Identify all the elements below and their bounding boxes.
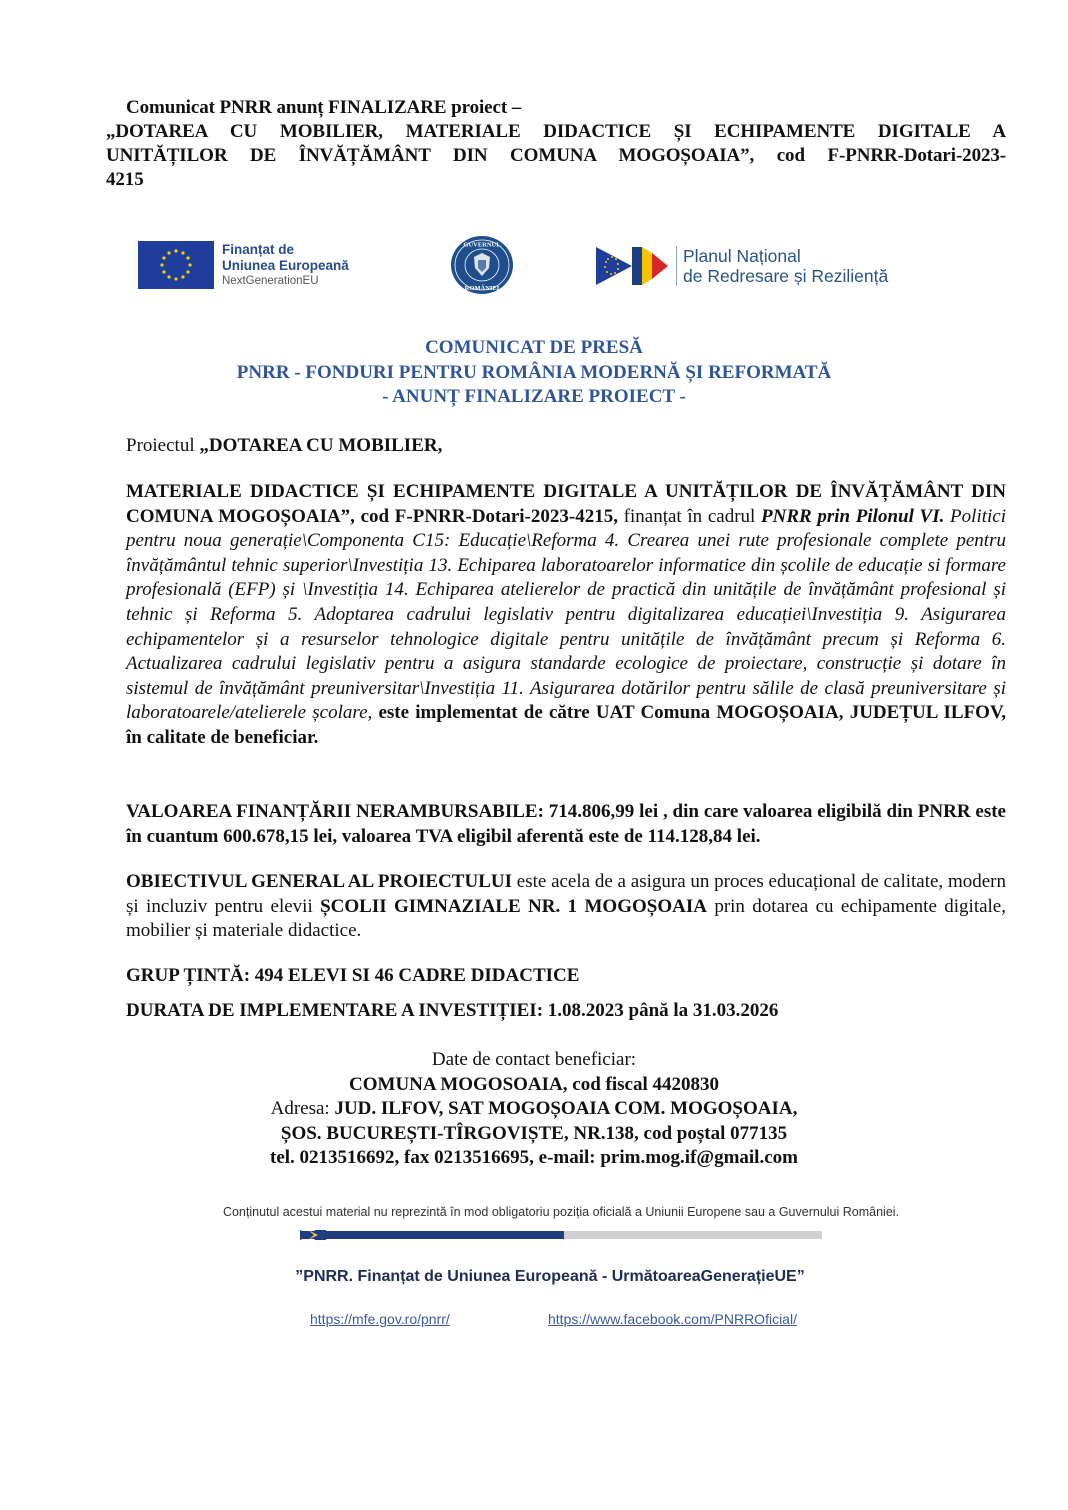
press-release-header [0, 336, 1068, 410]
title-line-2: „DOTAREA CU MOBILIER, MATERIALE DIDACTICE ȘI ECHIPAMENTE DIGITALE A [106, 121, 1006, 142]
project-components-text: Politici pentru noua generație\Componenta C15: Educație\Reforma 4. Crearea unei rute profesionale complete pentru învățământul tehnic superior\Investiția 13. Echiparea laboratoarelor informatice din școlile de educație si formare profesională (EFP) și \Investiția 14. Echiparea atelierelor de practică din unitățile de învățământ profesional și tehnic și Reforma 5. Adoptarea cadrului legislativ pentru digitalizarea educației\Investiția 9. Asigurarea echipamentelor și a resurselor tehnologice digitale pentru unitățile de învățământ precum și Reforma 6. Actualizarea cadrului legislativ pentru a asigura standarde ecologice de proiectare, construcție și dotare în sistemul de învățământ preuniversitar\Investiția 11. Asigurarea dotărilor pentru sălile de clasă preuniversitare și laboratoarele/atelierele școlare, [126, 505, 1006, 724]
footer-progress-bar [302, 1231, 822, 1239]
general-objective [126, 870, 1006, 944]
seal-bottom-text: ROMÂNIEI [464, 285, 500, 292]
objective-text-2: prin dotarea cu echipamente digitale, mobilier și materiale didactice. [126, 895, 1006, 942]
disclaimer-text: Conținutul acestui material nu reprezintă în mod obligatoriu poziția oficială a Uniunii Europene sau a Guvernului României. [222, 1205, 900, 1219]
school-name: ȘCOLII GIMNAZIALE NR. 1 MOGOȘOAIA [320, 895, 707, 917]
pnrr-logo [596, 240, 926, 292]
romanian-government-seal-icon [448, 234, 516, 296]
address-label: Adresa: [270, 1098, 335, 1120]
eu-logo-line-3: NextGenerationEU [222, 274, 319, 287]
pnrr-pillar: PNRR prin Pilonul VI. [761, 505, 945, 527]
project-intro [126, 434, 1006, 459]
title-line-4: 4215 [106, 169, 144, 190]
pnrr-logo-line-2: de Redresare și Reziliență [683, 266, 889, 286]
objective-label: OBIECTIVUL GENERAL AL PROIECTULUI [126, 871, 512, 892]
pnrr-arrows-icon [596, 245, 670, 287]
intro-project-name: „DOTAREA CU MOBILIER, [199, 435, 443, 456]
address-line-2: ȘOS. BUCUREȘTI-TÎRGOVIȘTE, NR.138, cod poștal 077135 [280, 1122, 788, 1144]
document-title [106, 96, 1006, 192]
eu-flag-icon [138, 241, 214, 289]
objective-text-1: este acela de a asigura un proces educațional de calitate, modern și incluziv pentru elevii [126, 871, 1006, 917]
project-funding-text: finanțat în cadrul [618, 505, 762, 527]
address-line-1: JUD. ILFOV, SAT MOGOȘOAIA COM. MOGOȘOAIA, [334, 1098, 798, 1120]
press-header-line-1: COMUNICAT DE PRESĂ [425, 337, 643, 358]
title-line-3: UNITĂȚILOR DE ÎNVĂȚĂMÂNT DIN COMUNA MOGOȘOAIA”, cod F-PNRR-Dotari-2023- [106, 145, 1006, 166]
financing-value: VALOAREA FINANȚĂRII NERAMBURSABILE: 714.806,99 lei , din care valoarea eligibilă din PNRR este în cuantum 600.678,15 lei, valoarea TVA eligibil aferentă este de 114.128,84 lei. [126, 801, 1006, 847]
facebook-pnrr-link[interactable]: https://www.facebook.com/PNRROficial/ [548, 1311, 797, 1327]
title-line-1: Comunicat PNRR anunț FINALIZARE proiect – [126, 97, 522, 118]
seal-top-text: GUVERNUL [463, 241, 501, 249]
footer-bar-grey [564, 1231, 822, 1239]
project-title-bold: MATERIALE DIDACTICE ȘI ECHIPAMENTE DIGITALE A UNITĂȚILOR DE ÎNVĂȚĂMÂNT DIN COMUNA MOGOȘOAIA”, cod F-PNRR-Dotari-2023-4215, [126, 481, 1006, 527]
mfe-pnrr-link[interactable]: https://mfe.gov.ro/pnrr/ [310, 1311, 450, 1327]
contact-entity: COMUNA MOGOSOAIA, cod fiscal 4420830 [349, 1073, 719, 1095]
intro-prefix: Proiectul [126, 435, 200, 456]
eu-funding-logo [138, 240, 370, 290]
project-beneficiary-text: este implementat de către UAT Comuna MOGOȘOAIA, JUDEȚUL ILFOV, în calitate de beneficiar. [126, 702, 1006, 748]
target-group: GRUP ȚINTĂ: 494 ELEVI SI 46 CADRE DIDACTICE [126, 965, 580, 986]
footer-bar-blue [302, 1231, 564, 1239]
contact-heading: Date de contact beneficiar: [431, 1049, 637, 1070]
contact-details [0, 1048, 1068, 1171]
eu-logo-line-2: Uniunea Europeană [222, 257, 349, 273]
eu-logo-line-1: Finanțat de [222, 241, 295, 257]
footer-arrow-icon [300, 1230, 326, 1240]
contact-phone-email: tel. 0213516692, fax 0213516695, e-mail: prim.mog.if@gmail.com [270, 1147, 798, 1169]
pnrr-logo-line-1: Planul Național [683, 246, 801, 266]
press-header-line-2: PNRR - FONDURI PENTRU ROMÂNIA MODERNĂ ȘI REFORMATĂ [236, 361, 832, 383]
implementation-duration: DURATA DE IMPLEMENTARE A INVESTIȚIEI: 1.08.2023 până la 31.03.2026 [126, 1000, 779, 1021]
project-description [126, 480, 1006, 751]
footer-slogan: ”PNRR. Finanțat de Uniunea Europeană - UrmătoareaGenerațieUE” [295, 1268, 805, 1285]
press-header-line-3: - ANUNȚ FINALIZARE PROIECT - [382, 386, 686, 407]
